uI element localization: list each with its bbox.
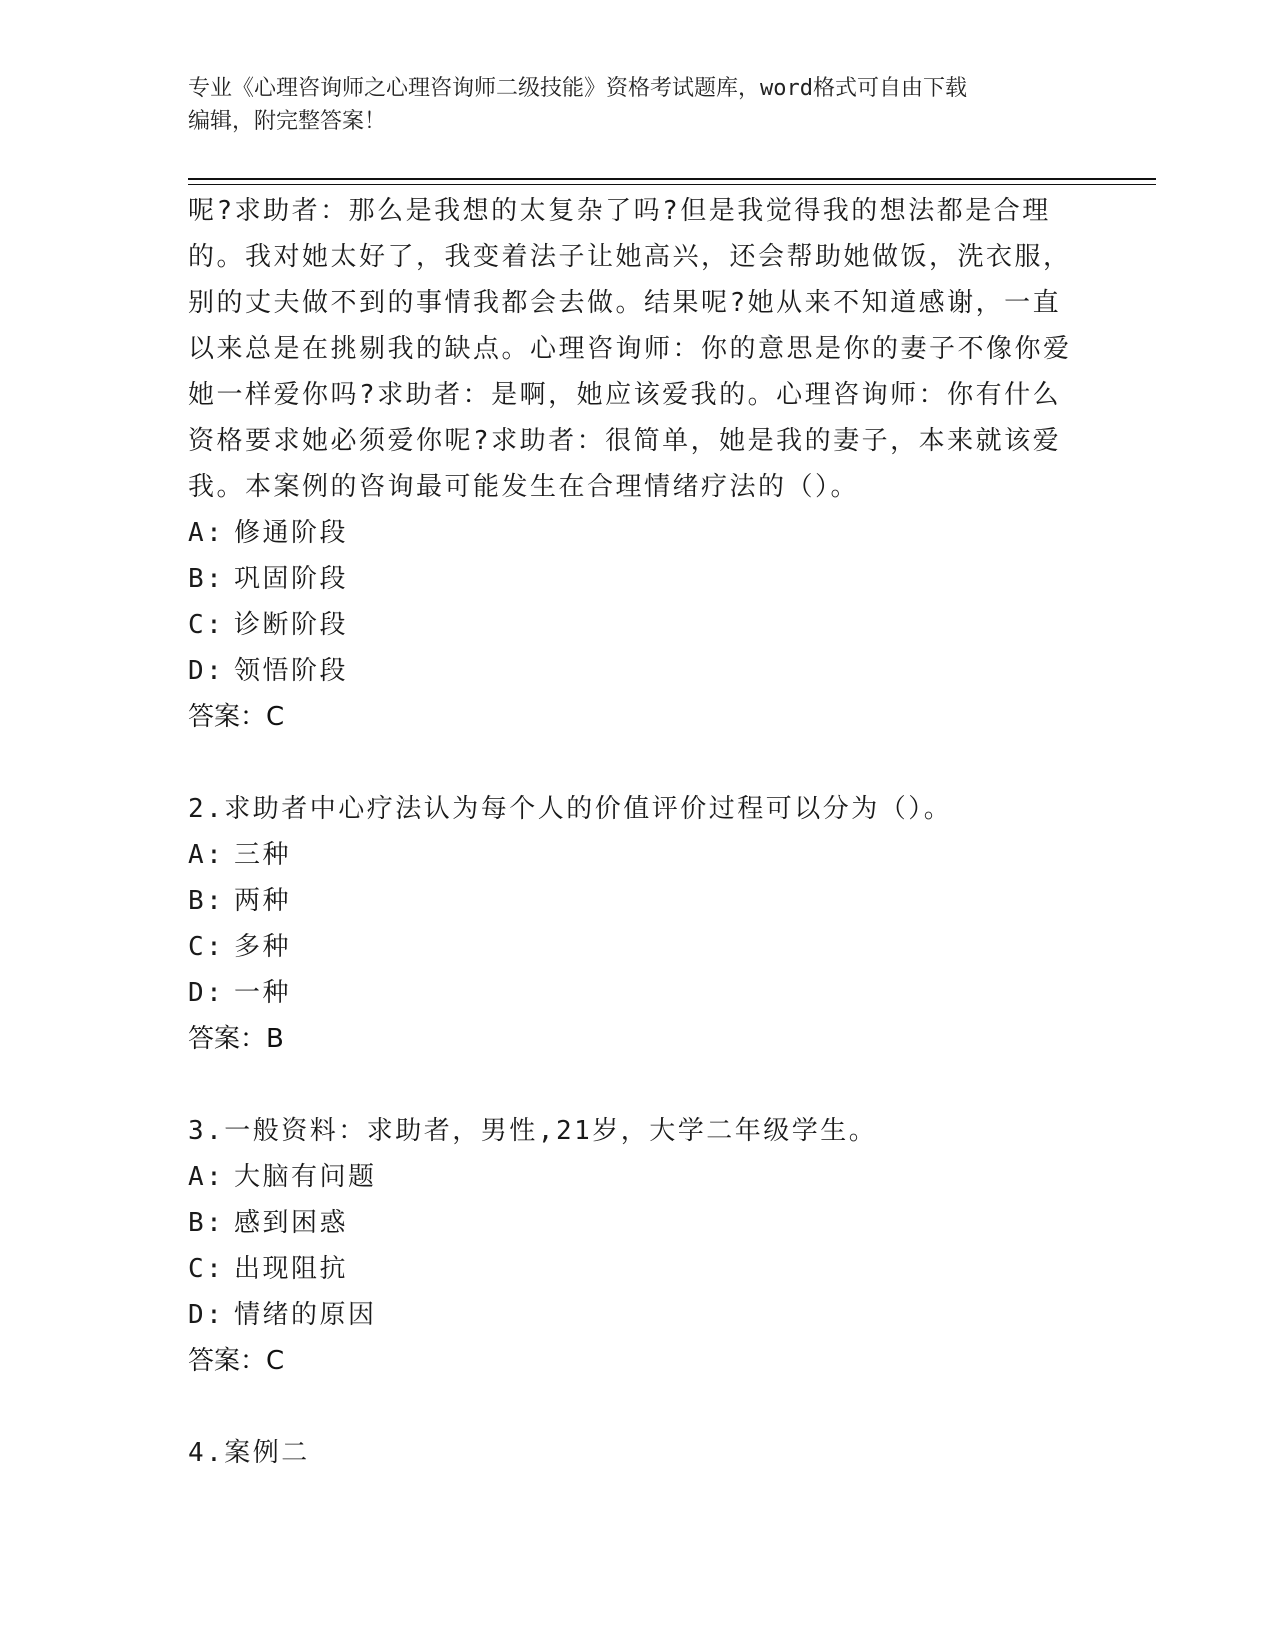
header-rule-thin <box>188 184 1156 185</box>
question-1-answer: 答案：C <box>188 702 285 732</box>
question-4-text: 4.案例二 <box>188 1438 310 1468</box>
question-2 <box>188 786 1088 1062</box>
question-1-option-c: C: 诊断阶段 <box>188 610 349 640</box>
header-line-2: 编辑，附完整答案！ <box>188 109 387 134</box>
question-1-text: 呢?求助者：那么是我想的太复杂了吗?但是我觉得我的想法都是合理的。我对她太好了，我变着法子让她高兴，还会帮助她做饭，洗衣服，别的丈夫做不到的事情我都会去做。结果呢?她从来不知道感谢，一直以来总是在挑剔我的缺点。心理咨询师：你的意思是你的妻子不像你爱她一样爱你吗?求助者：是啊，她应该爱我的。心理咨询师：你有什么资格要求她必须爱你呢?求助者：很简单，她是我的妻子，本来就该爱我。本案例的咨询最可能发生在合理情绪疗法的（）。 <box>188 196 1072 502</box>
question-2-option-c: C: 多种 <box>188 932 292 962</box>
document-header <box>188 72 1068 138</box>
question-3-option-c: C: 出现阻抗 <box>188 1254 349 1284</box>
question-2-option-b: B: 两种 <box>188 886 292 916</box>
question-1-option-d: D: 领悟阶段 <box>188 656 349 686</box>
question-list <box>188 188 1088 1476</box>
header-line-1: 专业《心理咨询师之心理咨询师二级技能》资格考试题库，word格式可自由下载 <box>188 76 967 101</box>
question-2-option-d: D: 一种 <box>188 978 292 1008</box>
question-3-option-a: A: 大脑有问题 <box>188 1162 377 1192</box>
header-rule-thick <box>188 178 1156 180</box>
question-3-text: 3.一般资料：求助者，男性,21岁，大学二年级学生。 <box>188 1116 878 1146</box>
question-4 <box>188 1430 1088 1476</box>
question-1-option-b: B: 巩固阶段 <box>188 564 349 594</box>
question-1-option-a: A: 修通阶段 <box>188 518 349 548</box>
question-3-answer: 答案：C <box>188 1346 285 1376</box>
question-3-option-b: B: 感到困惑 <box>188 1208 349 1238</box>
question-3-option-d: D: 情绪的原因 <box>188 1300 377 1330</box>
question-2-option-a: A: 三种 <box>188 840 292 870</box>
question-2-text: 2.求助者中心疗法认为每个人的价值评价过程可以分为（）。 <box>188 794 953 824</box>
question-3 <box>188 1108 1088 1384</box>
question-2-answer: 答案：B <box>188 1024 284 1054</box>
question-1 <box>188 188 1088 740</box>
